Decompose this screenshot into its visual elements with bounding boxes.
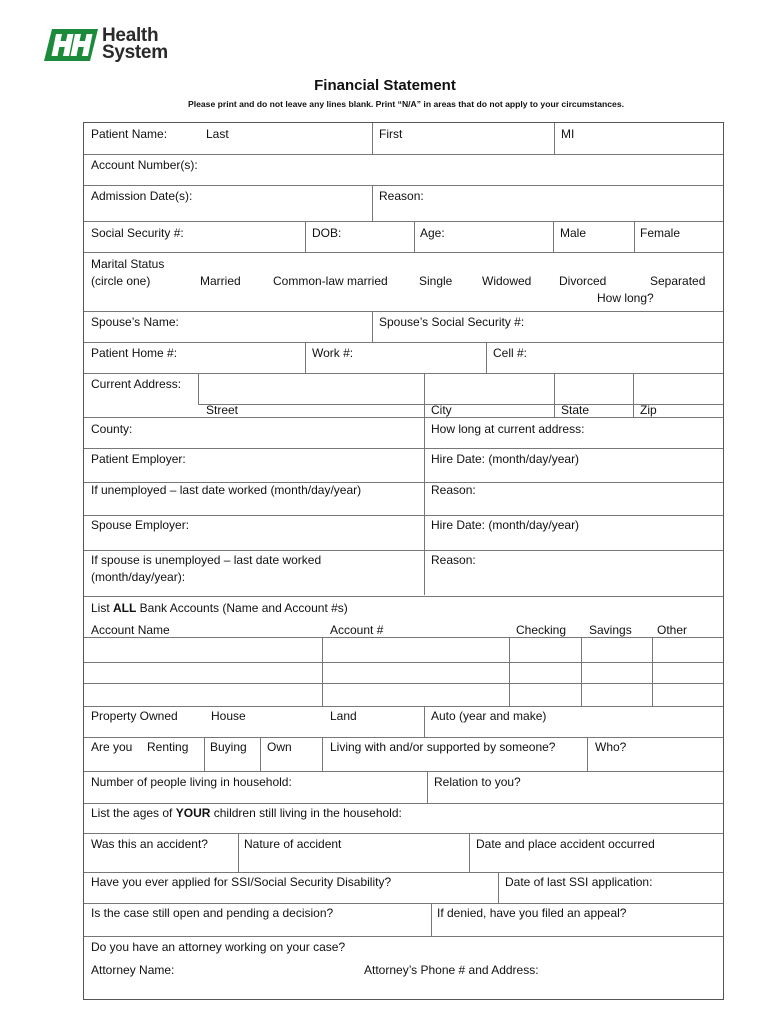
marital-married: Married (200, 274, 241, 288)
patient-name-label: Patient Name: (91, 127, 168, 141)
zip-label: Zip (640, 403, 657, 417)
bank-accounts-all: ALL (113, 601, 137, 615)
spouse-name-label: Spouse’s Name: (91, 315, 179, 329)
spouse-hire-date-label: Hire Date: (month/day/year) (431, 518, 580, 532)
attorney-question-label: Do you have an attorney working on your case? (91, 940, 346, 954)
marital-status-label: Marital Status (91, 257, 165, 271)
logo-text-system: System (102, 42, 168, 63)
last-name-label: Last (206, 127, 229, 141)
page-title: Financial Statement (314, 77, 456, 94)
accident-label: Was this an accident? (91, 837, 208, 851)
marital-single: Single (419, 274, 453, 288)
are-you-label: Are you (91, 740, 133, 754)
spouse-unemployed-reason-label: Reason: (431, 553, 476, 567)
bank-accounts-prefix: List (91, 601, 114, 615)
spouse-employer-label: Spouse Employer: (91, 518, 190, 532)
account-name-header: Account Name (91, 623, 170, 637)
marital-common-law: Common-law married (273, 274, 388, 288)
marital-divorced: Divorced (559, 274, 607, 288)
patient-employer-label: Patient Employer: (91, 452, 186, 466)
housing-renting: Renting (147, 740, 189, 754)
first-name-label: First (379, 127, 403, 141)
cell-phone-label: Cell #: (493, 346, 528, 360)
unemployed-reason-label: Reason: (431, 483, 476, 497)
logo-wordmark (102, 27, 168, 61)
who-label: Who? (595, 740, 627, 754)
admission-dates-label: Admission Date(s): (91, 189, 193, 203)
savings-header: Savings (589, 623, 632, 637)
property-land: Land (330, 709, 357, 723)
account-number-header: Account # (330, 623, 384, 637)
how-long-label: How long? (597, 291, 654, 305)
bank-accounts-suffix: Bank Accounts (Name and Account #s) (136, 601, 348, 615)
page-instructions: Please print and do not leave any lines blank. Print “N/A” in areas that do not apply to your circumstances. (188, 99, 624, 109)
marital-widowed: Widowed (482, 274, 532, 288)
property-owned-label: Property Owned (91, 709, 178, 723)
property-auto: Auto (year and make) (431, 709, 547, 723)
hh-logo-icon (44, 29, 98, 61)
housing-buying: Buying (210, 740, 247, 754)
unemployed-last-date-label: If unemployed – last date worked (month/day/year) (91, 483, 362, 497)
ssn-label: Social Security #: (91, 226, 184, 240)
household-count-label: Number of people living in household: (91, 775, 292, 789)
home-phone-label: Patient Home #: (91, 346, 178, 360)
logo-text-health: Health (102, 25, 159, 46)
attorney-name-label: Attorney Name: (91, 963, 175, 977)
spouse-unemployed-label-1: If spouse is unemployed – last date worked (91, 553, 322, 567)
housing-own: Own (267, 740, 292, 754)
spouse-unemployed-label-2: (month/day/year): (91, 570, 186, 584)
county-label: County: (91, 422, 133, 436)
female-option: Female (640, 226, 681, 240)
bank-accounts-label (91, 601, 348, 615)
hire-date-label: Hire Date: (month/day/year) (431, 452, 580, 466)
children-ages-suffix: children still living in the household: (210, 806, 402, 820)
checking-header: Checking (516, 623, 567, 637)
relation-label: Relation to you? (434, 775, 521, 789)
spouse-ssn-label: Spouse’s Social Security #: (379, 315, 525, 329)
how-long-address-label: How long at current address: (431, 422, 585, 436)
street-label: Street (206, 403, 239, 417)
work-phone-label: Work #: (312, 346, 354, 360)
other-header: Other (657, 623, 688, 637)
attorney-phone-label: Attorney’s Phone # and Address: (364, 963, 539, 977)
appeal-label: If denied, have you filed an appeal? (437, 906, 627, 920)
dob-label: DOB: (312, 226, 342, 240)
date-place-accident-label: Date and place accident occurred (476, 837, 655, 851)
children-ages-label (91, 806, 402, 820)
city-label: City (431, 403, 452, 417)
ssi-date-label: Date of last SSI application: (505, 875, 653, 889)
state-label: State (561, 403, 590, 417)
children-ages-your: YOUR (175, 806, 211, 820)
ssi-applied-label: Have you ever applied for SSI/Social Security Disability? (91, 875, 392, 889)
age-label: Age: (420, 226, 445, 240)
current-address-label: Current Address: (91, 377, 182, 391)
account-numbers-label: Account Number(s): (91, 158, 198, 172)
circle-one-label: (circle one) (91, 274, 151, 288)
case-open-label: Is the case still open and pending a decision? (91, 906, 334, 920)
living-with-label: Living with and/or supported by someone? (330, 740, 556, 754)
nature-accident-label: Nature of accident (244, 837, 342, 851)
admission-reason-label: Reason: (379, 189, 424, 203)
health-system-logo (44, 27, 168, 65)
property-house: House (211, 709, 246, 723)
middle-initial-label: MI (561, 127, 575, 141)
male-option: Male (560, 226, 587, 240)
children-ages-prefix: List the ages of (91, 806, 176, 820)
marital-separated: Separated (650, 274, 706, 288)
financial-statement-form (83, 122, 724, 1000)
